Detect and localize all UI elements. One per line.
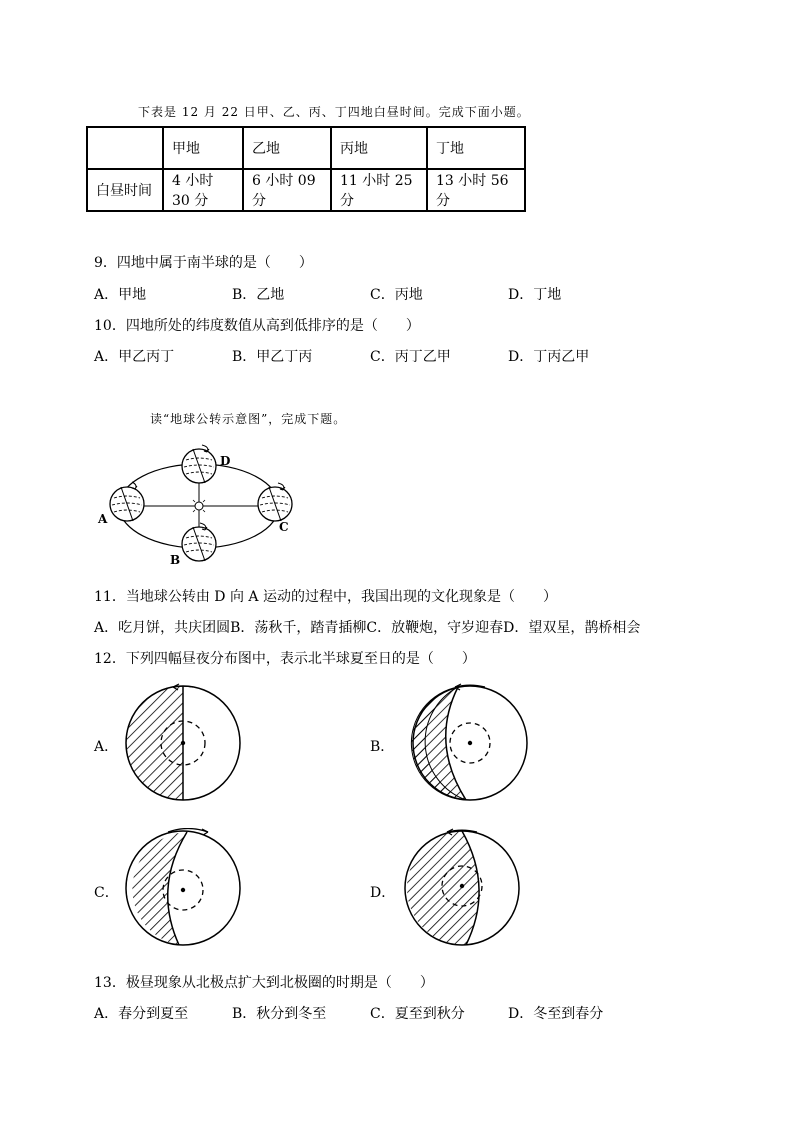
table-cell-ding: 13 小时 56 分 [427,169,525,211]
table-row-label: 白昼时间 [87,169,163,211]
question-11: 11．当地球公转由 D 向 A 运动的过程中，我国出现的文化现象是（ ） [94,589,557,605]
earth-position-d [182,445,216,483]
earth-position-a [110,482,144,521]
q12-figure-a[interactable] [123,683,245,809]
q12-label-d[interactable]: D． [370,885,396,901]
q12-figure-c[interactable] [123,828,245,954]
table-cell-bing: 11 小时 25 分 [331,169,427,211]
table-header-bing: 丙地 [331,127,427,169]
earth-position-c [258,483,292,521]
table-header-jia: 甲地 [163,127,243,169]
earth-orbit-diagram [92,440,312,575]
q12-label-a[interactable]: A． [94,739,119,755]
table-header-yi: 乙地 [243,127,331,169]
orbit-label-d: D [220,454,231,468]
question-10: 10．四地所处的纬度数值从高到低排序的是（ ） [94,318,420,334]
q10-option-a[interactable]: A．甲乙丙丁 [94,349,175,365]
q12-figure-b[interactable] [410,683,532,809]
q10-option-c[interactable]: C．丙丁乙甲 [370,349,451,365]
q13-option-d[interactable]: D．冬至到春分 [508,1006,604,1022]
table-intro: 下表是 12 月 22 日甲、乙、丙、丁四地白昼时间。完成下面小题。 [138,105,530,119]
table-header-row [87,127,525,169]
q13-option-c[interactable]: C．夏至到秋分 [370,1006,465,1022]
table-cell-yi: 6 小时 09 分 [243,169,331,211]
orbit-label-c: C [279,520,289,534]
q13-option-a[interactable]: A．春分到夏至 [94,1006,189,1022]
q9-option-d[interactable]: D．丁地 [508,287,562,303]
earth-position-b [182,523,216,561]
q13-option-b[interactable]: B．秋分到冬至 [232,1006,327,1022]
q9-option-c[interactable]: C．丙地 [370,287,423,303]
table-cell-jia: 4 小时 30 分 [163,169,243,211]
table-row [87,169,525,211]
q9-option-b[interactable]: B．乙地 [232,287,285,303]
q9-option-a[interactable]: A．甲地 [94,287,147,303]
orbit-label-b: B [170,553,181,567]
q11-options[interactable]: A．吃月饼，共庆团圆B．荡秋千，踏青插柳C．放鞭炮，守岁迎春D．望双星，鹊桥相会 [94,620,641,636]
question-13: 13．极昼现象从北极点扩大到北极圈的时期是（ ） [94,975,434,991]
q10-option-b[interactable]: B．甲乙丁丙 [232,349,313,365]
q10-option-d[interactable]: D．丁丙乙甲 [508,349,590,365]
q12-label-c[interactable]: C． [94,885,119,901]
orbit-label-a: A [98,512,108,526]
question-9: 9．四地中属于南半球的是（ ） [94,255,313,271]
q12-label-b[interactable]: B． [370,739,395,755]
table-header-empty [87,127,163,169]
table-header-ding: 丁地 [427,127,525,169]
q12-figure-d[interactable] [402,828,524,954]
question-12: 12．下列四幅昼夜分布图中，表示北半球夏至日的是（ ） [94,651,476,667]
day-length-table [86,126,526,212]
orbit-intro: 读“地球公转示意图”，完成下题。 [150,412,347,426]
